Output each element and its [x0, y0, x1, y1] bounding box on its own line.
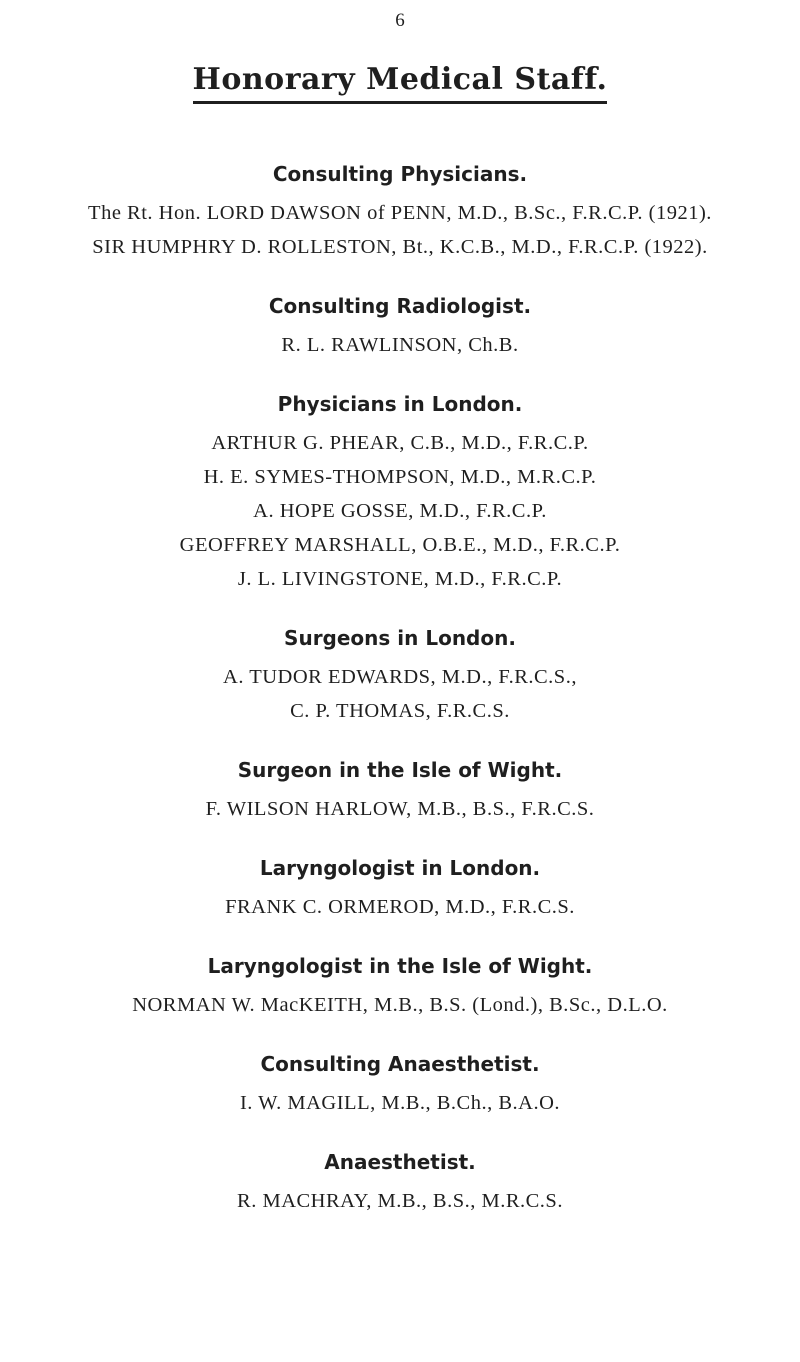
section-surgeons-london [0, 624, 800, 728]
section-heading: Consulting Anaesthetist. [260, 1052, 540, 1076]
staff-entry: NORMAN W. MacKEITH, M.B., B.S. (Lond.), B.Sc., D.L.O. [132, 994, 668, 1016]
staff-entry: J. L. LIVINGSTONE, M.D., F.R.C.P. [237, 568, 563, 590]
staff-entry: ARTHUR G. PHEAR, C.B., M.D., F.R.C.P. [211, 432, 589, 454]
section-surgeon-isle-of-wight [0, 756, 800, 826]
staff-entry: FRANK C. ORMEROD, M.D., F.R.C.S. [225, 896, 575, 918]
staff-entry: The Rt. Hon. LORD DAWSON of PENN, M.D., B.Sc., F.R.C.P. (1921). [88, 202, 712, 224]
section-heading: Laryngologist in the Isle of Wight. [207, 954, 593, 978]
staff-entry: SIR HUMPHRY D. ROLLESTON, Bt., K.C.B., M.D., F.R.C.P. (1922). [92, 236, 708, 258]
section-laryngologist-london [0, 854, 800, 924]
staff-list [0, 160, 800, 1246]
page-title: Honorary Medical Staff. [193, 62, 608, 104]
section-consulting-physicians [0, 160, 800, 264]
section-consulting-anaesthetist [0, 1050, 800, 1120]
staff-entry: I. W. MAGILL, M.B., B.Ch., B.A.O. [239, 1092, 561, 1114]
page-number: 6 [395, 10, 405, 31]
section-heading: Consulting Physicians. [272, 162, 528, 186]
staff-entry: GEOFFREY MARSHALL, O.B.E., M.D., F.R.C.P. [179, 534, 621, 556]
staff-entry: R. MACHRAY, M.B., B.S., M.R.C.S. [237, 1190, 563, 1212]
section-heading: Laryngologist in London. [259, 856, 541, 880]
section-heading: Surgeon in the Isle of Wight. [237, 758, 563, 782]
staff-entry: A. HOPE GOSSE, M.D., F.R.C.P. [253, 500, 547, 522]
section-consulting-radiologist [0, 292, 800, 362]
section-physicians-london [0, 390, 800, 596]
staff-entry: H. E. SYMES-THOMPSON, M.D., M.R.C.P. [203, 466, 597, 488]
section-laryngologist-isle-of-wight [0, 952, 800, 1022]
staff-entry: R. L. RAWLINSON, Ch.B. [281, 334, 519, 356]
section-heading: Physicians in London. [277, 392, 523, 416]
staff-entry: F. WILSON HARLOW, M.B., B.S., F.R.C.S. [205, 798, 595, 820]
page-title-container [0, 62, 800, 104]
section-heading: Consulting Radiologist. [268, 294, 532, 318]
section-heading: Anaesthetist. [324, 1150, 476, 1174]
section-anaesthetist [0, 1148, 800, 1218]
section-heading: Surgeons in London. [284, 626, 516, 650]
staff-entry: C. P. THOMAS, F.R.C.S. [290, 700, 510, 722]
staff-entry: A. TUDOR EDWARDS, M.D., F.R.C.S., [223, 666, 577, 688]
